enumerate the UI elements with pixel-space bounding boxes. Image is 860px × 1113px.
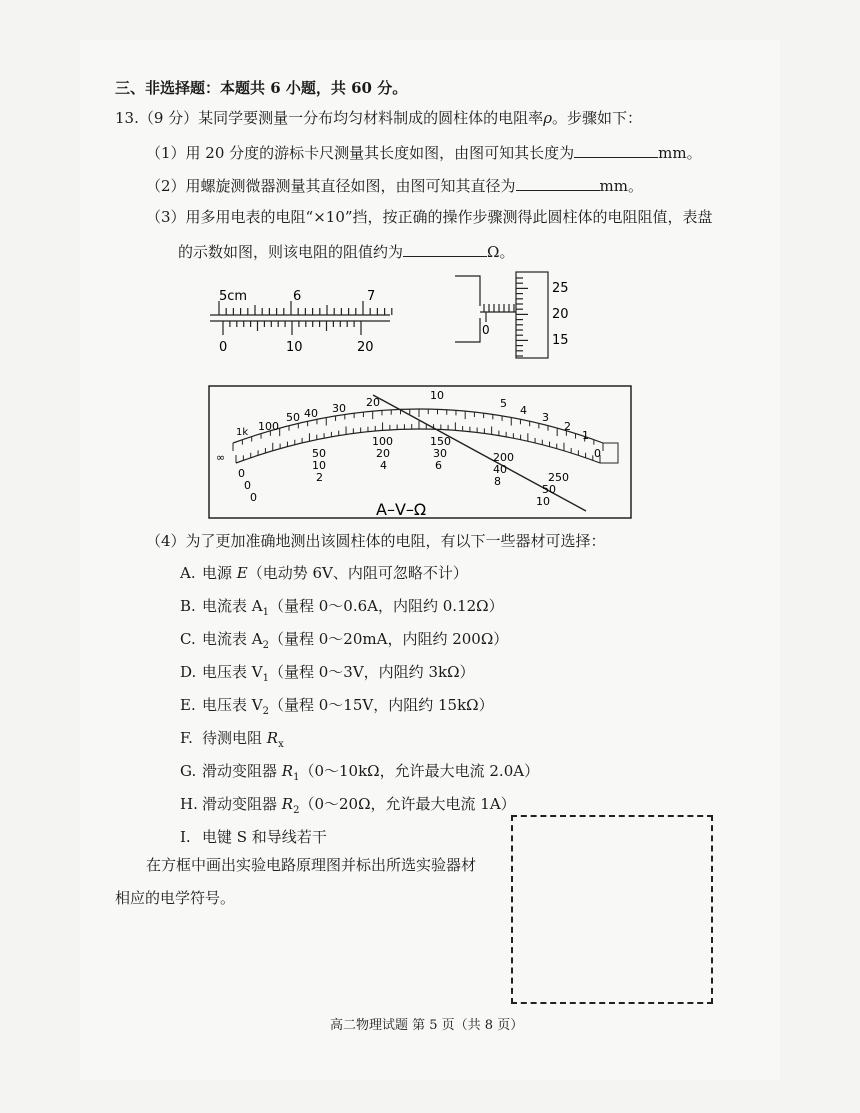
dc-label-50: 50 <box>312 447 326 460</box>
micrometer-frame-bottom <box>455 318 480 342</box>
option-detail: （量程 0～3V，内阻约 3kΩ） <box>268 663 475 681</box>
option-letter: A. <box>180 564 196 582</box>
ohm-label-infinity: ∞ <box>216 451 226 464</box>
part-1 <box>146 141 702 163</box>
ohm-label-20: 20 <box>366 396 380 409</box>
dc-label-4: 4 <box>380 459 387 472</box>
vernier-vernier-label-0: 0 <box>219 340 228 355</box>
option-item <box>180 596 504 623</box>
ohm-label-1: 1 <box>582 429 589 442</box>
micrometer-label-25: 25 <box>552 281 569 296</box>
vernier-main-label-7: 7 <box>367 289 376 304</box>
dc-zero-label-2: 0 <box>244 479 251 492</box>
option-item <box>180 761 539 788</box>
micrometer-sleeve-label: 0 <box>482 323 490 337</box>
option-subscript: 2 <box>293 805 300 816</box>
part-2 <box>146 174 643 196</box>
part-3-answer-blank[interactable] <box>403 240 487 257</box>
question-number: 13. <box>115 109 139 127</box>
dc-label-6: 6 <box>435 459 442 472</box>
micrometer-sleeve-ticks <box>484 304 514 322</box>
option-detail: （量程 0～0.6A，内阻约 0.12Ω） <box>268 597 504 615</box>
dc-zero-label-3: 0 <box>250 491 257 504</box>
vernier-vernier-label-20: 20 <box>357 340 374 355</box>
option-prefix: 电流表 A <box>202 630 263 648</box>
part-3-text2: 的示数如图，则该电阻的阻值约为 <box>178 243 404 261</box>
vernier-vernier-label-10: 10 <box>286 340 303 355</box>
option-detail: （电动势 6V、内阻可忽略不计） <box>247 564 468 582</box>
micrometer-figure <box>450 268 580 360</box>
part-3-line2 <box>178 240 514 262</box>
option-detail: （0～10kΩ，允许最大电流 2.0A） <box>299 762 540 780</box>
micrometer-label-15: 15 <box>552 333 569 348</box>
section-title: 三、非选择题：本题共 6 小题，共 60 分。 <box>115 79 408 97</box>
option-letter: B. <box>180 597 196 615</box>
multimeter-dial-figure <box>208 385 633 523</box>
part-2-unit: mm。 <box>599 177 643 195</box>
vernier-caliper-figure <box>205 285 395 357</box>
part-1-unit: mm。 <box>658 144 702 162</box>
option-subscript: x <box>278 739 284 750</box>
option-letter: C. <box>180 630 196 648</box>
ohm-label-40: 40 <box>304 407 318 420</box>
option-prefix: 电压表 V <box>202 696 263 714</box>
ohm-label-5: 5 <box>500 397 507 410</box>
option-prefix: 电键 S 和导线若干 <box>202 828 327 846</box>
option-subscript: 1 <box>262 607 269 618</box>
option-subscript: 1 <box>262 673 269 684</box>
option-item <box>180 563 468 590</box>
option-letter: D. <box>180 663 197 681</box>
option-letter: E. <box>180 696 196 714</box>
dc-zero-label-1: 0 <box>238 467 245 480</box>
ohm-label-4: 4 <box>520 404 527 417</box>
ohm-label-10: 10 <box>430 389 444 402</box>
option-item <box>180 695 494 722</box>
part-1-text: （1）用 20 分度的游标卡尺测量其长度如图，由图可知其长度为 <box>146 144 575 162</box>
option-symbol: R <box>281 795 294 813</box>
option-prefix: 滑动变阻器 <box>202 795 282 813</box>
option-prefix: 待测电阻 <box>202 729 267 747</box>
ohm-label-3: 3 <box>542 411 549 424</box>
question-stem-end: 。步骤如下： <box>552 109 643 127</box>
dc-label-40: 40 <box>493 463 507 476</box>
vernier-main-label-6: 6 <box>293 289 302 304</box>
option-prefix: 电压表 V <box>202 663 263 681</box>
micrometer-thimble-ticks <box>516 278 528 360</box>
dc-scale-ticks <box>236 421 600 463</box>
option-item <box>180 794 516 821</box>
dc-label-150: 150 <box>430 435 451 448</box>
ohm-label-1k: 1k <box>236 427 249 438</box>
option-detail: （0～20Ω，允许最大电流 1A） <box>299 795 516 813</box>
page-footer: 高二物理试题 第 5 页（共 8 页） <box>330 1018 524 1033</box>
part-1-answer-blank[interactable] <box>574 141 658 158</box>
micrometer-label-20: 20 <box>552 307 569 322</box>
dc-label-30: 30 <box>433 447 447 460</box>
option-letter: I. <box>180 828 191 846</box>
instruction-line-2: 相应的电学符号。 <box>115 889 236 907</box>
dc-label-20: 20 <box>376 447 390 460</box>
dc-label-10b: 10 <box>536 495 550 508</box>
option-subscript: 1 <box>293 772 300 783</box>
question-13-stem <box>115 108 642 128</box>
option-item <box>180 629 508 656</box>
option-symbol: R <box>281 762 294 780</box>
circuit-drawing-box[interactable] <box>511 815 713 1004</box>
option-prefix: 电流表 A <box>202 597 263 615</box>
vernier-main-label-5cm: 5cm <box>219 289 248 304</box>
ohm-label-100: 100 <box>258 420 279 433</box>
instruction-line-1: 在方框中画出实验电路原理图并标出所选实验器材 <box>146 856 477 874</box>
micrometer-frame-top <box>455 276 480 306</box>
dc-label-8: 8 <box>494 475 501 488</box>
dc-label-50b: 50 <box>542 483 556 496</box>
dc-scale-arc <box>236 429 600 463</box>
part-3: （3）用多用电表的电阻“×10”挡，按正确的操作步骤测得此圆柱体的电阻阻值，表盘 <box>146 208 713 226</box>
option-prefix: 滑动变阻器 <box>202 762 282 780</box>
dc-label-2: 2 <box>316 471 323 484</box>
option-symbol: E <box>236 564 248 582</box>
option-letter: H. <box>180 795 198 813</box>
dc-label-200: 200 <box>493 451 514 464</box>
option-detail: （量程 0～15V，内阻约 15kΩ） <box>268 696 494 714</box>
question-stem-text: 某同学要测量一分布均匀材料制成的圆柱体的电阻率 <box>198 109 544 127</box>
option-item <box>180 827 327 854</box>
ohm-label-0: 0 <box>594 447 601 460</box>
option-subscript: 2 <box>262 640 269 651</box>
rho-symbol: ρ <box>543 109 553 127</box>
option-item <box>180 728 284 755</box>
part-4: （4）为了更加准确地测出该圆柱体的电阻，有以下一些器材可选择： <box>146 532 606 550</box>
option-letter: F. <box>180 729 193 747</box>
part-3-unit: Ω。 <box>487 243 515 261</box>
dc-label-250: 250 <box>548 471 569 484</box>
option-detail: （量程 0～20mA，内阻约 200Ω） <box>268 630 509 648</box>
ohm-label-30: 30 <box>332 402 346 415</box>
option-prefix: 电源 <box>202 564 237 582</box>
option-item <box>180 662 475 689</box>
ohm-label-50: 50 <box>286 411 300 424</box>
vernier-vernier-ticks <box>223 321 361 335</box>
ohm-label-2: 2 <box>564 420 571 433</box>
option-letter: G. <box>180 762 197 780</box>
part-2-answer-blank[interactable] <box>516 174 600 191</box>
multimeter-caption: A–V–Ω <box>376 500 427 519</box>
part-2-text: （2）用螺旋测微器测量其直径如图，由图可知其直径为 <box>146 177 516 195</box>
question-points: （9 分） <box>138 109 199 127</box>
option-symbol: R <box>266 729 279 747</box>
option-subscript: 2 <box>262 706 269 717</box>
dc-label-100: 100 <box>372 435 393 448</box>
dc-label-10: 10 <box>312 459 326 472</box>
